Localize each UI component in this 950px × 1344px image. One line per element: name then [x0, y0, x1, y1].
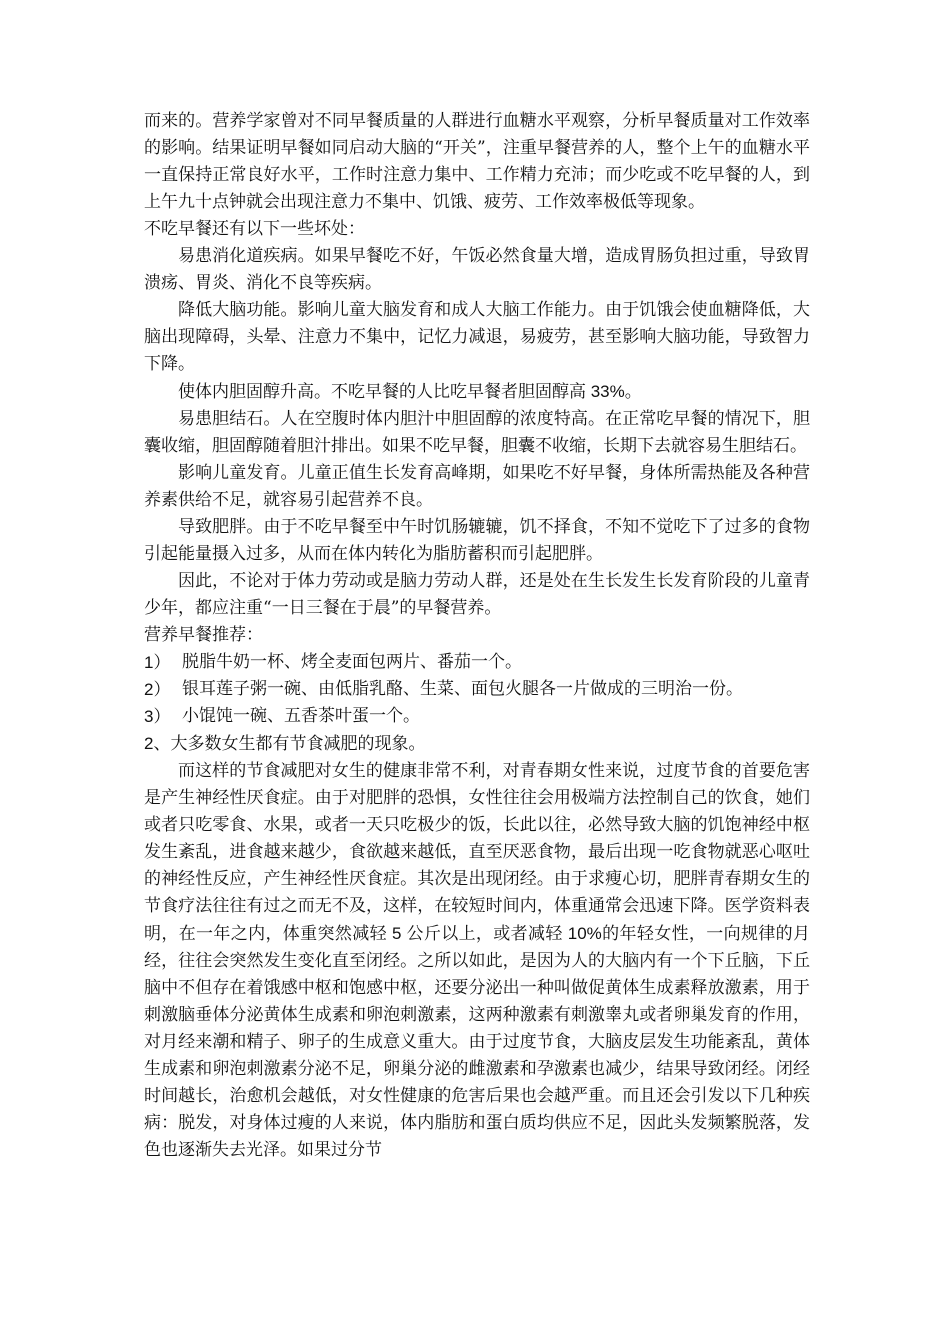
recommend-heading: 营养早餐推荐：	[144, 625, 263, 645]
section2-number-10pct: 10%	[562, 924, 602, 943]
intro-paragraph: 而来的。营养学家曾对不同早餐质量的人群进行血糖水平观察，分析早餐质量对工作效率的影响。结果证明早餐如同启动大脑的“开关”，注重早餐营养的人，整个上午的血糖水平一直保持正常良好水平，工作时注意力集中、工作精力充沛；而少吃或不吃早餐的人，到上午九十点钟就会出现注意力不集中、饥饿、疲劳、工作效率极低等现象。	[144, 111, 810, 212]
section2-body	[144, 758, 810, 1164]
recommendation-item	[144, 676, 810, 703]
harm-brain: 降低大脑功能。影响儿童大脑发育和成人大脑工作能力。由于饥饿会使血糖降低，大脑出现障碍，头晕、注意力不集中，记忆力减退，易疲劳，甚至影响大脑功能，导致智力下降。	[144, 300, 810, 374]
section2-body-part-b: 公斤以上，或者减轻	[406, 924, 563, 944]
section2-heading-text: 、大多数女生都有节食减肥的现象。	[153, 734, 426, 754]
section2-body-part-c: 的年轻女性，一向规律的月经，往往会突然发生变化直至闭经。之所以如此，是因为人的大脑内有一个下丘脑，下丘脑中不但存在着饿感中枢和饱感中枢，还要分泌出一种叫做促黄体生成素释放激素，用于刺激脑垂体分泌黄体生成素和卵泡刺激素，这两种激素有刺激睾丸或者卵巢发育的作用，对月经来潮和精子、卵子的生成意义重大。由于过度节食，大脑皮层发生功能紊乱，黄体生成素和卵泡刺激素分泌不足，卵巢分泌的雌激素和孕激素也减少，结果导致闭经。闭经时间越长，治愈机会越低，对女性健康的危害后果也会越严重。而且还会引发以下几种疾病：脱发，对身体过瘦的人来说，体内脂肪和蛋白质均供应不足，因此头发频繁脱落，发色也逐渐失去光泽。如果过分节	[144, 924, 811, 1160]
recommendation-text: 小馄饨一碗、五香茶叶蛋一个。	[182, 706, 420, 726]
recommendation-item	[144, 649, 810, 676]
list-marker: 2）	[144, 680, 171, 699]
document-page	[144, 108, 810, 1164]
section2-heading	[144, 730, 810, 758]
recommendation-item	[144, 703, 810, 730]
recommendation-text: 脱脂牛奶一杯、烤全麦面包两片、番茄一个。	[182, 652, 522, 672]
list-marker: 1）	[144, 653, 171, 672]
section2-body-part-a: 而这样的节食减肥对女生的健康非常不利，对青春期女性来说，过度节食的首要危害是产生神经性厌食症。由于对肥胖的恐惧，女性往往会用极端方法控制自己的饮食，她们或者只吃零食、水果，或者一天只吃极少的饭，长此以往，必然导致大脑的饥饱神经中枢发生紊乱，进食越来越少，食欲越来越低，直至厌恶食物，最后出现一吃食物就恶心呕吐的神经性反应，产生神经性厌食症。其次是出现闭经。由于求瘦心切，肥胖青春期女生的节食疗法往往有过之而无不及，这样，在较短时间内，体重通常会迅速下降。医学资料表明，在一年之内，体重突然减轻	[144, 761, 810, 944]
section2-number: 2	[144, 734, 154, 753]
harm-child-growth: 影响儿童发育。儿童正值生长发育高峰期，如果吃不好早餐，身体所需热能及各种营养素供给不足，就容易引起营养不良。	[144, 463, 810, 510]
harm-cholesterol	[144, 378, 810, 406]
recommendation-text: 银耳莲子粥一碗、由低脂乳酪、生菜、面包火腿各一片做成的三明治一份。	[182, 679, 743, 699]
harm-gallstones: 易患胆结石。人在空腹时体内胆汁中胆固醇的浓度特高。在正常吃早餐的情况下，胆囊收缩，胆固醇随着胆汁排出。如果不吃早餐，胆囊不收缩，长期下去就容易生胆结石。	[144, 409, 810, 456]
conclusion-paragraph: 因此，不论对于体力劳动或是脑力劳动人群，还是处在生长发生长发育阶段的儿童青少年，都应注重“一日三餐在于晨”的早餐营养。	[144, 571, 810, 618]
harm-cholesterol-value: 33%。	[586, 382, 642, 401]
list-marker: 3）	[144, 707, 171, 726]
section2-number-5: 5	[386, 924, 407, 943]
harm-digestive: 易患消化道疾病。如果早餐吃不好，午饭必然食量大增，造成胃肠负担过重，导致胃溃疡、胃炎、消化不良等疾病。	[144, 246, 810, 293]
harms-heading: 不吃早餐还有以下一些坏处：	[144, 219, 365, 239]
harm-cholesterol-text: 使体内胆固醇升高。不吃早餐的人比吃早餐者胆固醇高	[178, 382, 586, 402]
harm-obesity: 导致肥胖。由于不吃早餐至中午时饥肠辘辘，饥不择食，不知不觉吃下了过多的食物引起能量摄入过多，从而在体内转化为脂肪蓄积而引起肥胖。	[144, 517, 810, 564]
